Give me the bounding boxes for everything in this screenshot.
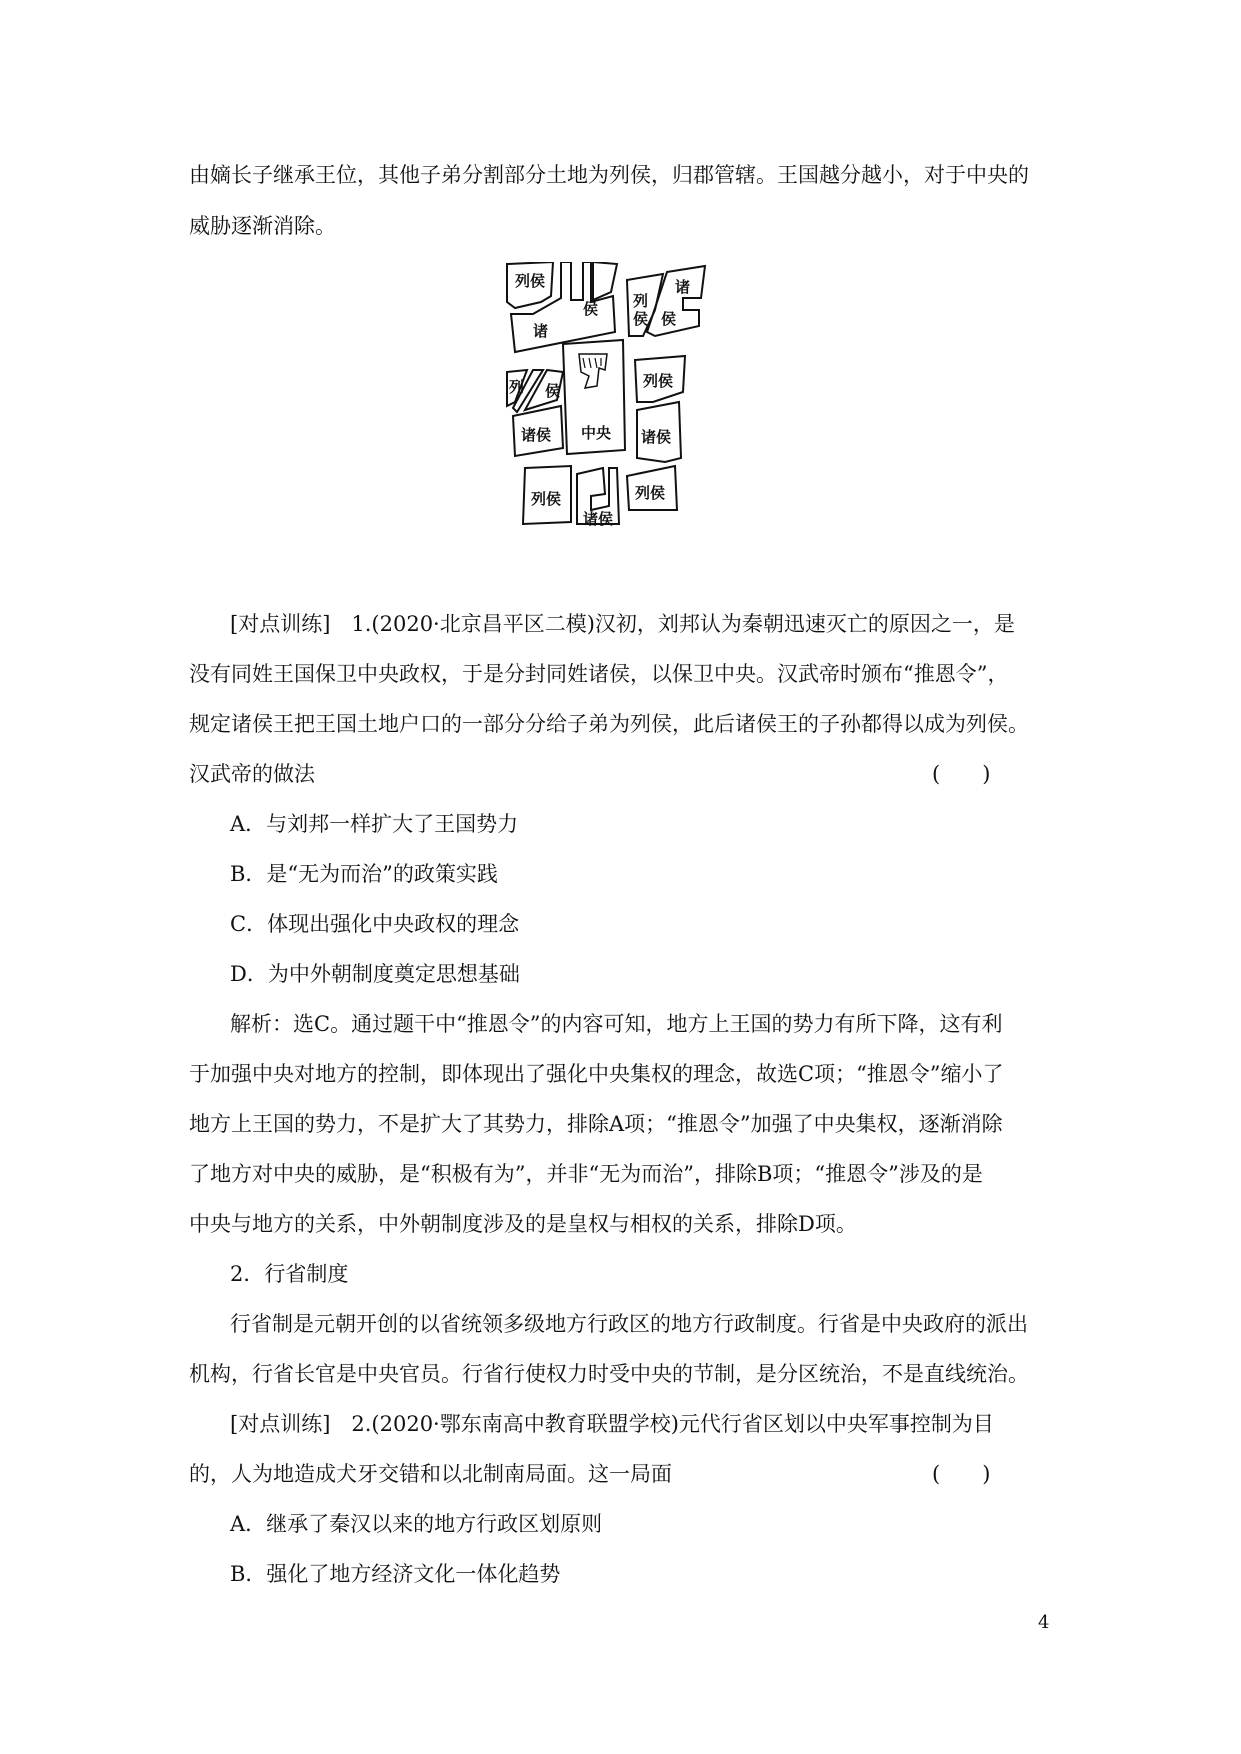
q1-line-2: 没有同姓王国保卫中央政权，于是分封同姓诸侯，以保卫中央。汉武帝时颁布“推恩令”，: [189, 662, 1009, 686]
intro-line-2: 威胁逐渐消除。: [189, 214, 336, 238]
diagram-label: 诸侯: [641, 428, 672, 446]
diagram-label: 侯: [583, 300, 599, 318]
q1-line-4: 汉武帝的做法: [189, 762, 315, 786]
section2-line-2: 机构，行省长官是中央官员。行省行使权力时受中央的节制，是分区统治，不是直线统治。: [189, 1362, 1029, 1386]
q1-option-b: B．是“无为而治”的政策实践: [230, 862, 498, 886]
diagram-label: 侯: [633, 310, 649, 328]
diagram-label: 诸: [675, 278, 691, 296]
diagram-label: 列侯: [643, 372, 674, 390]
intro-line-1: 由嫡长子继承王位，其他子弟分割部分土地为列侯，归郡管辖。王国越分越小，对于中央的: [189, 163, 1029, 187]
q1-answer-bracket: ( ): [932, 762, 991, 786]
q1-line-1: [对点训练] 1.(2020·北京昌平区二模)汉初，刘邦认为秦朝迅速灭亡的原因之一，是: [230, 612, 1015, 636]
q1-option-c: C．体现出强化中央政权的理念: [230, 912, 520, 936]
page-number: 4: [1038, 1612, 1050, 1633]
diagram-label: 侯: [545, 382, 561, 400]
diagram-region: [593, 262, 617, 300]
diagram-label: 列: [509, 378, 525, 396]
diagram-label: 中央: [581, 424, 612, 442]
q1-line-3: 规定诸侯王把王国土地户口的一部分分给子弟为列侯，此后诸侯王的子孙都得以成为列侯。: [189, 712, 1029, 736]
section2-line-1: 行省制是元朝开创的以省统领多级地方行政区的地方行政制度。行省是中央政府的派出: [230, 1312, 1028, 1336]
q2-line-1: [对点训练] 2.(2020·鄂东南高中教育联盟学校)元代行省区划以中央军事控制为目: [230, 1412, 994, 1436]
q1-analysis-1: 解析：选C。通过题干中“推恩令”的内容可知，地方上王国的势力有所下降，这有利: [230, 1012, 1003, 1036]
diagram-label: 列侯: [635, 484, 666, 502]
section2-heading: 2．行省制度: [230, 1262, 349, 1286]
q2-option-a: A．继承了秦汉以来的地方行政区划原则: [230, 1512, 603, 1536]
diagram-label: 列侯: [515, 272, 546, 290]
q1-option-a: A．与刘邦一样扩大了王国势力: [230, 812, 519, 836]
q1-analysis-2: 于加强中央对地方的控制，即体现出了强化中央集权的理念，故选C项；“推恩令”缩小了: [189, 1062, 1004, 1086]
q1-analysis-4: 了地方对中央的威胁，是“积极有为”，并非“无为而治”，排除B项；“推恩令”涉及的是: [189, 1162, 983, 1186]
q1-option-d: D．为中外朝制度奠定思想基础: [230, 962, 520, 986]
enfeoffment-diagram: [505, 262, 765, 592]
q2-option-b: B．强化了地方经济文化一体化趋势: [230, 1562, 561, 1586]
q2-answer-bracket: ( ): [932, 1462, 991, 1486]
q2-line-2: 的，人为地造成犬牙交错和以北制南局面。这一局面: [189, 1462, 672, 1486]
diagram-label: 侯: [661, 310, 677, 328]
q1-analysis-5: 中央与地方的关系，中外朝制度涉及的是皇权与相权的关系，排除D项。: [189, 1212, 857, 1236]
diagram-label: 列侯: [531, 490, 562, 508]
diagram-label: 诸侯: [521, 426, 552, 444]
diagram-label: 诸侯: [583, 510, 614, 528]
diagram-label: 诸: [533, 322, 549, 340]
q1-analysis-3: 地方上王国的势力，不是扩大了其势力，排除A项；“推恩令”加强了中央集权，逐渐消除: [189, 1112, 1003, 1136]
diagram-label: 列: [633, 292, 649, 310]
